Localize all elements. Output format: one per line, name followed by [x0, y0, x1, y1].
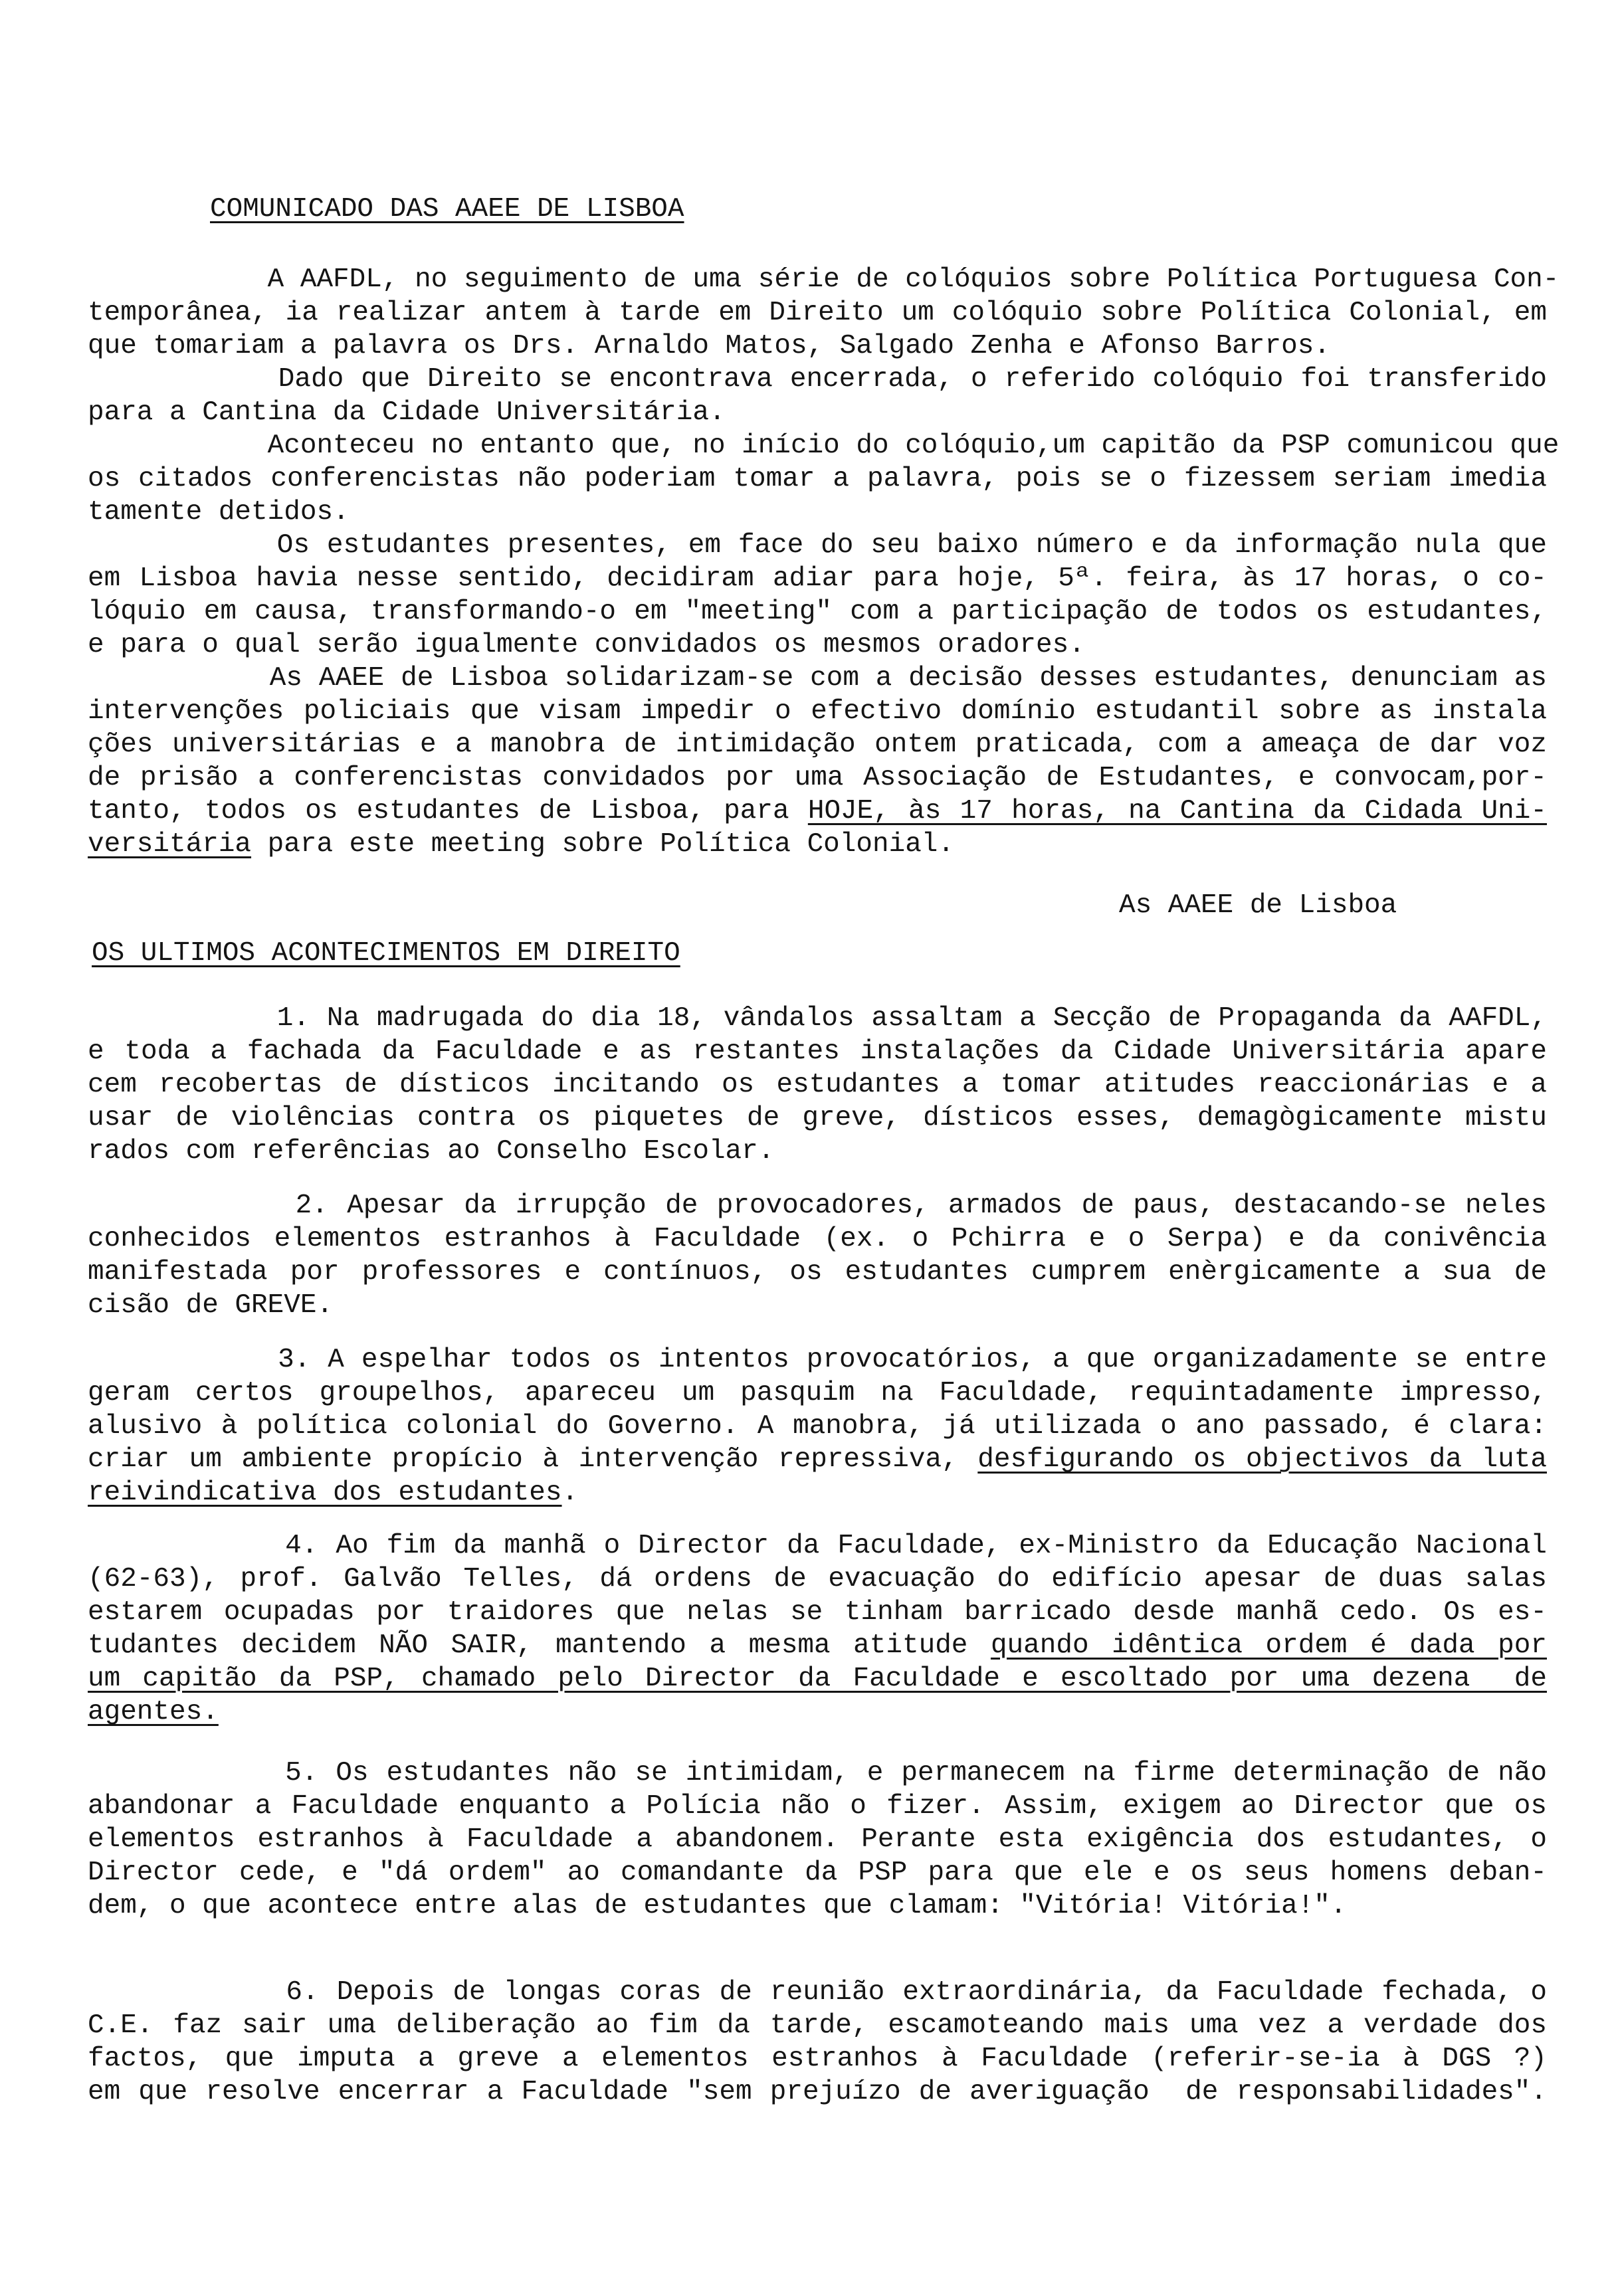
text-line: A AAFDL, no seguimento de uma série de colóquios sobre Política Portuguesa Con-	[88, 264, 1560, 295]
text-line: As AAEE de Lisboa solidarizam-se com a decisão desses estudantes, denunciam as	[88, 663, 1547, 694]
text-line: Dado que Direito se encontrava encerrada, o referido colóquio foi transferido	[88, 364, 1547, 395]
text-line: 2. Apesar da irrupção de provocadores, armados de paus, destacando-se neles	[88, 1191, 1547, 1221]
text-line: para a Cantina da Cidade Universitária.	[88, 397, 726, 428]
text-span: tanto, todos os estudantes de Lisboa, para	[88, 796, 808, 826]
text-line: (62-63), prof. Galvão Telles, dá ordens de evacuação do edifício apesar de duas salas	[88, 1564, 1547, 1594]
communique-body	[88, 263, 1560, 861]
text-line: os citados conferencistas não poderiam tomar a palavra, pois se o fizessem seriam imedia	[88, 464, 1547, 494]
text-span: para este meeting sobre Política Colonial.	[251, 829, 955, 860]
text-line-with-underline	[88, 1629, 1547, 1662]
text-line: em Lisboa havia nesse sentido, decidiram adiar para hoje, 5ª. feira, às 17 horas, o co-	[88, 563, 1547, 594]
communique-heading: COMUNICADO DAS AAEE DE LISBOA	[210, 194, 684, 225]
text-line: 3. A espelhar todos os intentos provocatórios, a que organizadamente se entre	[88, 1345, 1547, 1375]
text-line: lóquio em causa, transformando-o em "meeting" com a participação de todos os estudantes,	[88, 597, 1547, 627]
text-line-with-underline	[88, 828, 1547, 861]
text-span: criar um ambiente propício à intervenção repressiva,	[88, 1444, 978, 1475]
text-line: C.E. faz sair uma deliberação ao fim da tarde, escamoteando mais uma vez a verdade dos	[88, 2010, 1547, 2041]
text-line: tamente detidos.	[88, 497, 350, 527]
signature: As AAEE de Lisboa	[1119, 890, 1397, 921]
text-span: tudantes decidem NÃO SAIR, mantendo a mesma atitude	[88, 1630, 991, 1661]
paragraph-3	[88, 1343, 1547, 1509]
paragraph-1	[88, 1002, 1547, 1168]
text-span: .	[561, 1478, 579, 1508]
text-line: 4. Ao fim da manhã o Director da Faculdade, ex-Ministro da Educação Nacional	[88, 1531, 1547, 1561]
text-line: intervenções policiais que visam impedir o efectivo domínio estudantil sobre as instala	[88, 696, 1547, 727]
underlined-text: HOJE, às 17 horas, na Cantina da Cidada Uni-	[807, 796, 1547, 826]
text-line: dem, o que acontece entre alas de estudantes que clamam: "Vitória! Vitória!".	[88, 1891, 1347, 1921]
text-line: 5. Os estudantes não se intimidam, e permanecem na firme determinação de não	[88, 1758, 1547, 1788]
text-line-with-underline	[88, 795, 1547, 828]
text-line-with-underline	[88, 1476, 1547, 1509]
underlined-text: um capitão da PSP, chamado pelo Director da Faculdade e escoltado por uma dezena de	[88, 1664, 1547, 1694]
text-line: de prisão a conferencistas convidados por uma Associação de Estudantes, e convocam,por-	[88, 763, 1547, 793]
text-line: em que resolve encerrar a Faculdade "sem prejuízo de averiguação de responsabilidades".	[88, 2077, 1547, 2107]
paragraph-2	[88, 1189, 1547, 1322]
paragraph-4	[88, 1529, 1547, 1729]
text-line: ções universitárias e a manobra de intimidação ontem praticada, com a ameaça de dar voz	[88, 729, 1547, 760]
text-line: alusivo à política colonial do Governo. A manobra, já utilizada o ano passado, é clara:	[88, 1411, 1547, 1442]
text-line: cisão de GREVE.	[88, 1290, 334, 1321]
text-line-with-underline	[88, 1695, 1547, 1729]
text-line: 1. Na madrugada do dia 18, vândalos assaltam a Secção de Propaganda da AAFDL,	[88, 1003, 1547, 1034]
text-line-with-underline	[88, 1662, 1547, 1695]
underlined-text: reivindicativa dos estudantes	[88, 1478, 562, 1508]
underlined-text: quando idêntica ordem é dada por	[990, 1630, 1547, 1661]
underlined-text: agentes.	[88, 1697, 219, 1727]
text-line: 6. Depois de longas coras de reunião extraordinária, da Faculdade fechada, o	[88, 1977, 1547, 2008]
text-line: cem recobertas de dísticos incitando os estudantes a tomar atitudes reaccionárias e a	[88, 1070, 1547, 1100]
text-line: Aconteceu no entanto que, no início do colóquio,um capitão da PSP comunicou que	[88, 430, 1560, 461]
text-line: elementos estranhos à Faculdade a abandonem. Perante esta exigência dos estudantes, o	[88, 1824, 1547, 1855]
text-line: que tomariam a palavra os Drs. Arnaldo Matos, Salgado Zenha e Afonso Barros.	[88, 331, 1330, 361]
text-line: temporânea, ia realizar antem à tarde em Direito um colóquio sobre Política Colonial, em	[88, 298, 1547, 328]
text-line: manifestada por professores e contínuos, os estudantes cumprem enèrgicamente a sua de	[88, 1257, 1547, 1288]
paragraph-6	[88, 1976, 1547, 2109]
events-heading: OS ULTIMOS ACONTECIMENTOS EM DIREITO	[92, 938, 680, 969]
text-line: rados com referências ao Conselho Escolar.	[88, 1136, 775, 1167]
text-line: estarem ocupadas por traidores que nelas se tinham barricado desde manhã cedo. Os es-	[88, 1597, 1547, 1628]
text-line: conhecidos elementos estranhos à Faculdade (ex. o Pchirra e o Serpa) e da conivência	[88, 1224, 1547, 1254]
text-line-with-underline	[88, 1443, 1547, 1476]
text-line: e para o qual serão igualmente convidados os mesmos oradores.	[88, 630, 1085, 660]
underlined-text: desfigurando os objectivos da luta	[977, 1444, 1547, 1475]
paragraph-5	[88, 1757, 1547, 1923]
text-line: e toda a fachada da Faculdade e as restantes instalações da Cidade Universitária apare	[88, 1036, 1547, 1067]
text-line: factos, que imputa a greve a elementos estranhos à Faculdade (referir-se-ia à DGS ?)	[88, 2044, 1547, 2074]
text-line: abandonar a Faculdade enquanto a Polícia não o fizer. Assim, exigem ao Director que os	[88, 1791, 1547, 1822]
text-line: usar de violências contra os piquetes de greve, dísticos esses, demagògicamente mistu	[88, 1103, 1547, 1133]
text-line: Director cede, e "dá ordem" ao comandante da PSP para que ele e os seus homens deban-	[88, 1858, 1547, 1888]
underlined-text: versitária	[88, 829, 252, 860]
text-line: geram certos groupelhos, apareceu um pasquim na Faculdade, requintadamente impresso,	[88, 1378, 1547, 1408]
text-line: Os estudantes presentes, em face do seu baixo número e da informação nula que	[88, 530, 1547, 561]
